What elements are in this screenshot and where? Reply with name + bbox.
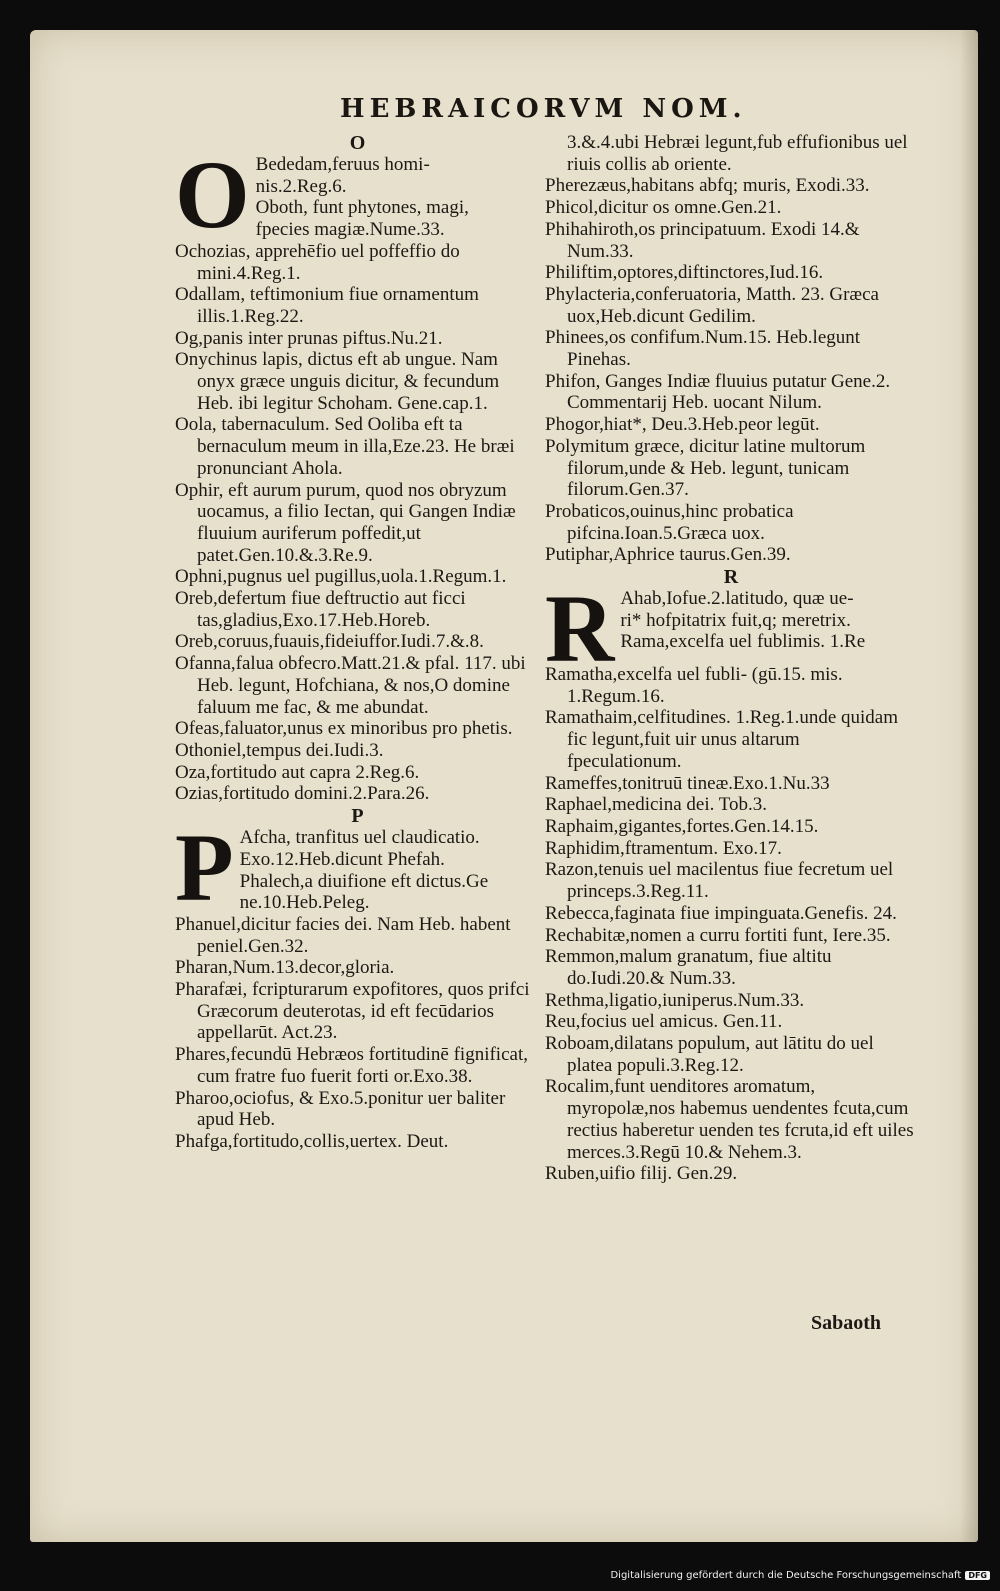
dfg-logo-icon: DFG bbox=[965, 1571, 990, 1580]
dictionary-entry: Odallam, teftimonium fiue ornamentum illis.1.Reg.22. bbox=[175, 284, 479, 327]
left-column bbox=[175, 132, 540, 1153]
dictionary-entry: Ofeas,faluator,unus ex minoribus pro phetis. bbox=[175, 718, 513, 740]
dictionary-entry: Pharan,Num.13.decor,gloria. bbox=[175, 957, 395, 979]
continuation-text: 3.&.4.ubi Hebræi legunt,fub effufionibus uel riuis collis ab oriente. bbox=[567, 132, 908, 175]
section-p-continued-entries bbox=[545, 175, 917, 566]
dictionary-entry: Rameffes,tonitruū tineæ.Exo.1.Nu.33 bbox=[545, 772, 830, 794]
dictionary-entry: Othoniel,tempus dei.Iudi.3. bbox=[175, 739, 384, 761]
section-letter-p: P bbox=[351, 805, 364, 828]
drop-line: Exo.12.Heb.dicunt Phefah. bbox=[239, 848, 445, 870]
section-letter-r: R bbox=[723, 566, 739, 589]
dictionary-entry: Phinees,os confifum.Num.15. Heb.legunt Pinehas. bbox=[545, 327, 861, 371]
running-head: HEBRAICORVM NOM. bbox=[340, 94, 747, 124]
section-o-opening bbox=[175, 154, 540, 241]
dictionary-entry: Ophir, eft aurum purum, quod nos obryzum uocamus, a filio Iectan, qui Gangen Indiæ fluuium auriferum poffedit,ut patet.Gen.10.&.3.Re.9. bbox=[175, 479, 516, 566]
dictionary-entry: Philiftim,optores,diftinctores,Iud.16. bbox=[545, 262, 824, 284]
digitization-credit bbox=[610, 1570, 990, 1581]
section-o-entries bbox=[175, 241, 540, 805]
drop-line: ri* hofpitatrix fuit,q; meretrix. bbox=[620, 609, 851, 631]
dictionary-entry: Reu,focius uel amicus. Gen.11. bbox=[545, 1011, 783, 1033]
dictionary-entry: Phafga,fortitudo,collis,uertex. Deut. bbox=[175, 1130, 449, 1152]
drop-line: Ahab,Iofue.2.latitudo, quæ ue- bbox=[620, 588, 854, 610]
catchword: Sabaoth bbox=[811, 1312, 882, 1334]
section-p-entries bbox=[175, 914, 540, 1153]
dictionary-entry: Phihahiroth,os principatuum. Exodi 14.& Num.33. bbox=[545, 218, 860, 262]
dictionary-entry: Ramatha,excelfa uel fubli- (gū.15. mis. 1.Regum.16. bbox=[545, 664, 843, 707]
dictionary-entry: Oola, tabernaculum. Sed Ooliba eft ta bernaculum meum in illa,Eze.23. He bræi pronunciant Ahola. bbox=[175, 414, 515, 479]
dictionary-entry: Pharoo,ociofus, & Exo.5.ponitur uer baliter apud Heb. bbox=[175, 1087, 506, 1131]
dropcap-p: P bbox=[175, 827, 234, 914]
drop-line: ne.10.Heb.Peleg. bbox=[239, 892, 370, 914]
dictionary-entry: Phares,fecundū Hebræos fortitudinē fignificat, cum fratre fuo fuerit forti or.Exo.38. bbox=[175, 1044, 528, 1087]
dictionary-entry: Oreb,coruus,fuauis,fideiuffor.Iudi.7.&.8. bbox=[175, 631, 484, 653]
drop-line: nis.2.Reg.6. bbox=[255, 175, 347, 197]
dictionary-entry: Ozias,fortitudo domini.2.Para.26. bbox=[175, 783, 430, 805]
dictionary-entry: Rethma,ligatio,iuniperus.Num.33. bbox=[545, 989, 805, 1011]
credit-text: Digitalisierung gefördert durch die Deutsche Forschungsgemeinschaft bbox=[610, 1570, 962, 1581]
dictionary-entry: Razon,tenuis uel macilentus fiue fecretum uel princeps.3.Reg.11. bbox=[545, 859, 894, 903]
dictionary-entry: Putiphar,Aphrice taurus.Gen.39. bbox=[545, 544, 791, 566]
dictionary-entry: Probaticos,ouinus,hinc probatica pifcina.Ioan.5.Græca uox. bbox=[545, 500, 794, 544]
dictionary-entry: Roboam,dilatans populum, aut lātitu do uel platea populi.3.Reg.12. bbox=[545, 1033, 874, 1076]
dictionary-entry: Raphidim,ftramentum. Exo.17. bbox=[545, 837, 782, 859]
dictionary-entry: Phogor,hiat*, Deu.3.Heb.peor legūt. bbox=[545, 414, 820, 436]
dictionary-entry: Rocalim,funt uenditores aromatum, myropolæ,nos habemus uendentes fcuta,cum rectius haberetur uenden tes fcruta,id eft uiles merces.3.Regū 10.& Nehem.3. bbox=[545, 1076, 914, 1163]
dictionary-entry: Polymitum græce, dicitur latine multorum filorum,unde & Heb. legunt, tunicam filorum.Gen.37. bbox=[545, 435, 866, 501]
dictionary-entry: Phicol,dicitur os omne.Gen.21. bbox=[545, 197, 782, 219]
dictionary-entry: Phylacteria,conferuatoria, Matth. 23. Græca uox,Heb.dicunt Gedilim. bbox=[545, 283, 879, 327]
dropcap-r: R bbox=[545, 588, 615, 665]
drop-line: Rama,excelfa uel fublimis. 1.Re bbox=[620, 631, 866, 653]
dropcap-o: O bbox=[175, 154, 250, 241]
dictionary-entry: Ophni,pugnus uel pugillus,uola.1.Regum.1. bbox=[175, 566, 507, 588]
dictionary-entry: Rechabitæ,nomen a curru fortiti funt, Iere.35. bbox=[545, 924, 891, 946]
dictionary-entry: Oza,fortitudo aut capra 2.Reg.6. bbox=[175, 761, 420, 783]
dictionary-entry: Ramathaim,celfitudines. 1.Reg.1.unde quidam fic legunt,fuit uir unus altarum fpeculationum. bbox=[545, 707, 899, 772]
section-letter-o: O bbox=[349, 132, 366, 154]
section-r-entries bbox=[545, 664, 917, 1185]
dictionary-entry: Ofanna,falua obfecro.Matt.21.& pfal. 117. ubi Heb. legunt, Hofchiana, & nos,O domine faluum me fac, & me abundat. bbox=[175, 653, 526, 718]
dictionary-entry: Ochozias, apprehēfio uel poffeffio do mini.4.Reg.1. bbox=[175, 240, 460, 284]
dictionary-entry: Rebecca,faginata fiue impinguata.Genefis. 24. bbox=[545, 902, 897, 924]
dictionary-entry: Ruben,uifio filij. Gen.29. bbox=[545, 1163, 738, 1185]
dictionary-entry: Pharafæi, fcripturarum expofitores, quos prifci Græcorum deuterotas, id eft fecūdarios appellarūt. Act.23. bbox=[175, 979, 530, 1044]
dictionary-entry: Oreb,defertum fiue deftructio aut ficci tas,gladius,Exo.17.Heb.Horeb. bbox=[175, 588, 466, 631]
drop-line: Phalech,a diuifione eft dictus.Ge bbox=[239, 870, 489, 892]
dictionary-entry: Phanuel,dicitur facies dei. Nam Heb. habent peniel.Gen.32. bbox=[175, 913, 511, 957]
dictionary-entry: Pherezæus,habitans abfq; muris, Exodi.33. bbox=[545, 175, 870, 197]
drop-line: fpecies magiæ.Nume.33. bbox=[255, 219, 445, 241]
dictionary-entry: Raphaim,gigantes,fortes.Gen.14.15. bbox=[545, 815, 819, 837]
dictionary-entry: Og,panis inter prunas piftus.Nu.21. bbox=[175, 327, 443, 349]
drop-line: Afcha, tranfitus uel claudicatio. bbox=[239, 827, 480, 849]
drop-line: Bededam,feruus homi- bbox=[255, 154, 430, 175]
dictionary-entry: Onychinus lapis, dictus eft ab ungue. Nam onyx græce unguis dicitur, & fecundum Heb. ibi legitur Schoham. Gene.cap.1. bbox=[175, 349, 500, 414]
section-r-opening bbox=[545, 588, 917, 664]
dictionary-entry: Raphael,medicina dei. Tob.3. bbox=[545, 794, 768, 816]
drop-line: Oboth, funt phytones, magi, bbox=[255, 197, 469, 219]
right-column bbox=[545, 132, 917, 1185]
dictionary-entry: Remmon,malum granatum, fiue altitu do.Iudi.20.& Num.33. bbox=[545, 946, 832, 989]
section-p-opening bbox=[175, 827, 540, 914]
book-page bbox=[30, 30, 978, 1542]
dictionary-entry: Phifon, Ganges Indiæ fluuius putatur Gene.2. Commentarij Heb. uocant Nilum. bbox=[545, 370, 891, 414]
